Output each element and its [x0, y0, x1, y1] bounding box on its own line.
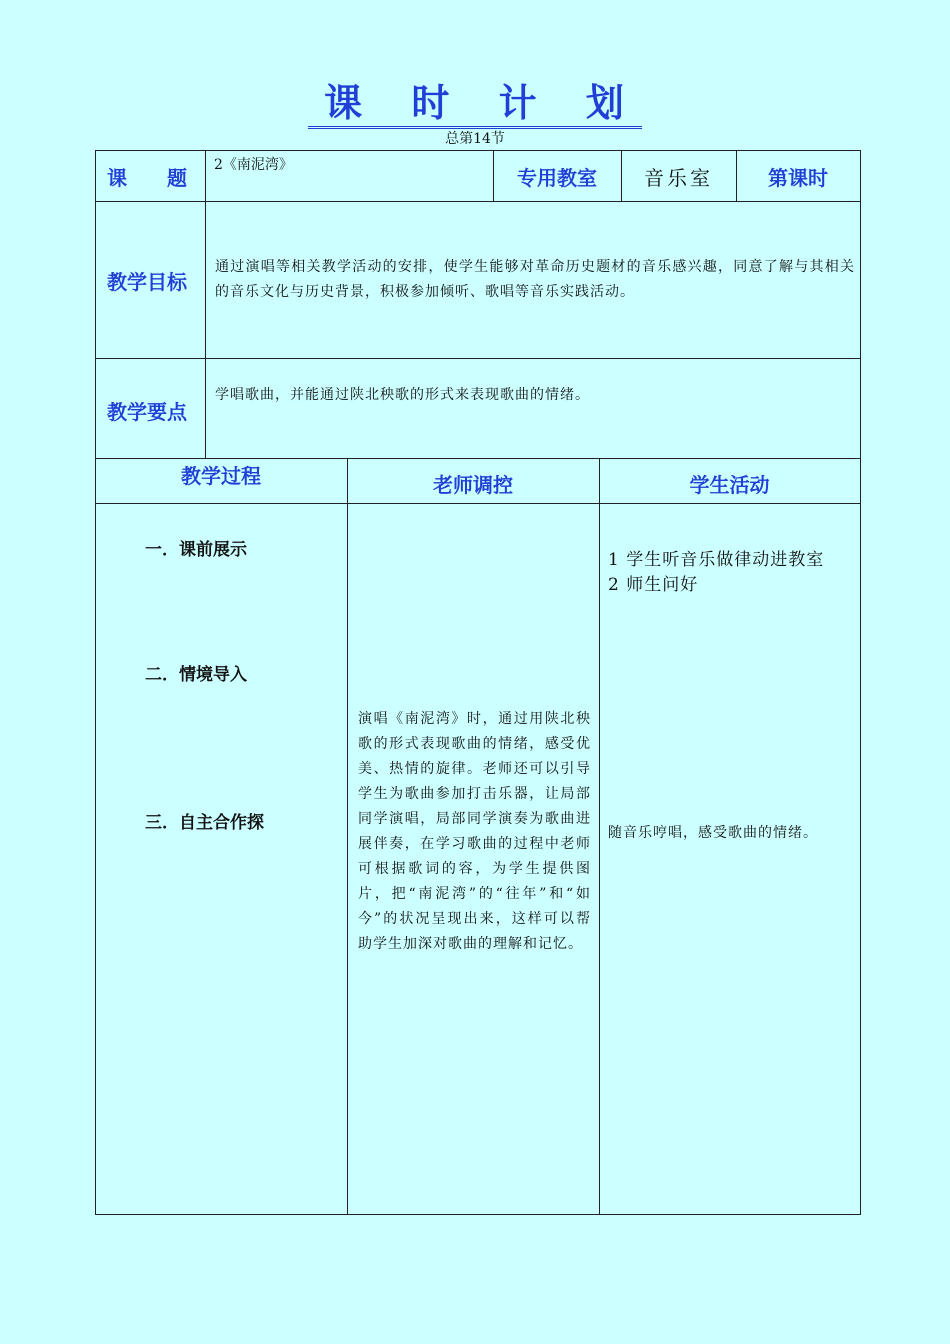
table-border-left — [95, 150, 96, 1215]
col-divider — [347, 458, 348, 1215]
key-points-label: 教学要点 — [107, 400, 187, 424]
lesson-number: 总第14节 — [445, 131, 505, 147]
page-title: 课 时 计 划 — [0, 72, 950, 127]
step-item: 二．情境导入 — [145, 665, 247, 685]
step-item: 一．课前展示 — [145, 540, 247, 560]
student-activity-text: 随音乐哼唱，感受歌曲的情绪。 — [608, 825, 818, 841]
key-points-text: 学唱歌曲，并能通过陕北秧歌的形式来表现歌曲的情绪。 — [215, 387, 590, 403]
list-item: 1 学生听音乐做律动进教室 — [608, 550, 825, 570]
teacher-header: 老师调控 — [433, 473, 513, 497]
objectives-text: 通过演唱等相关教学活动的安排，使学生能够对革命历史题材的音乐感兴趣，同意了解与其相关的音乐文化与历史背景，积极参加倾听、歌唱等音乐实践活动。 — [215, 259, 855, 300]
col-divider — [599, 458, 600, 1215]
list-item: 2 师生问好 — [608, 575, 699, 595]
row-divider — [95, 201, 861, 202]
row-divider — [95, 458, 861, 459]
table-border-right — [860, 150, 861, 1215]
classroom-label: 专用教室 — [517, 166, 597, 190]
table-border-top — [95, 150, 861, 151]
topic-label: 课 题 — [107, 166, 187, 190]
col-divider — [205, 150, 206, 458]
step-item: 三．自主合作探 — [145, 813, 264, 833]
row-divider — [95, 503, 861, 504]
process-header: 教学过程 — [181, 464, 261, 488]
classroom-value: 音乐室 — [644, 166, 713, 190]
table-border-bottom — [95, 1214, 861, 1215]
teacher-control-text: 演唱《南泥湾》时，通过用陕北秧歌的形式表现歌曲的情绪，感受优美、热情的旋律。老师还可以引导学生为歌曲参加打击乐器，让局部同学演唱，局部同学演奏为歌曲进展伴奏，在学习歌曲的过程中老师可根据歌词的容，为学生提供图片，把“南泥湾”的“往年”和“如今”的状况呈现出来，这样可以帮助学生加深对歌曲的理解和记忆。 — [358, 711, 591, 952]
student-header: 学生活动 — [689, 473, 770, 497]
student-activity-list — [608, 548, 824, 598]
lesson-title: 2《南泥湾》 — [214, 157, 293, 173]
period-label: 第课时 — [768, 166, 828, 190]
objectives-label: 教学目标 — [107, 270, 187, 294]
row-divider — [95, 358, 861, 359]
